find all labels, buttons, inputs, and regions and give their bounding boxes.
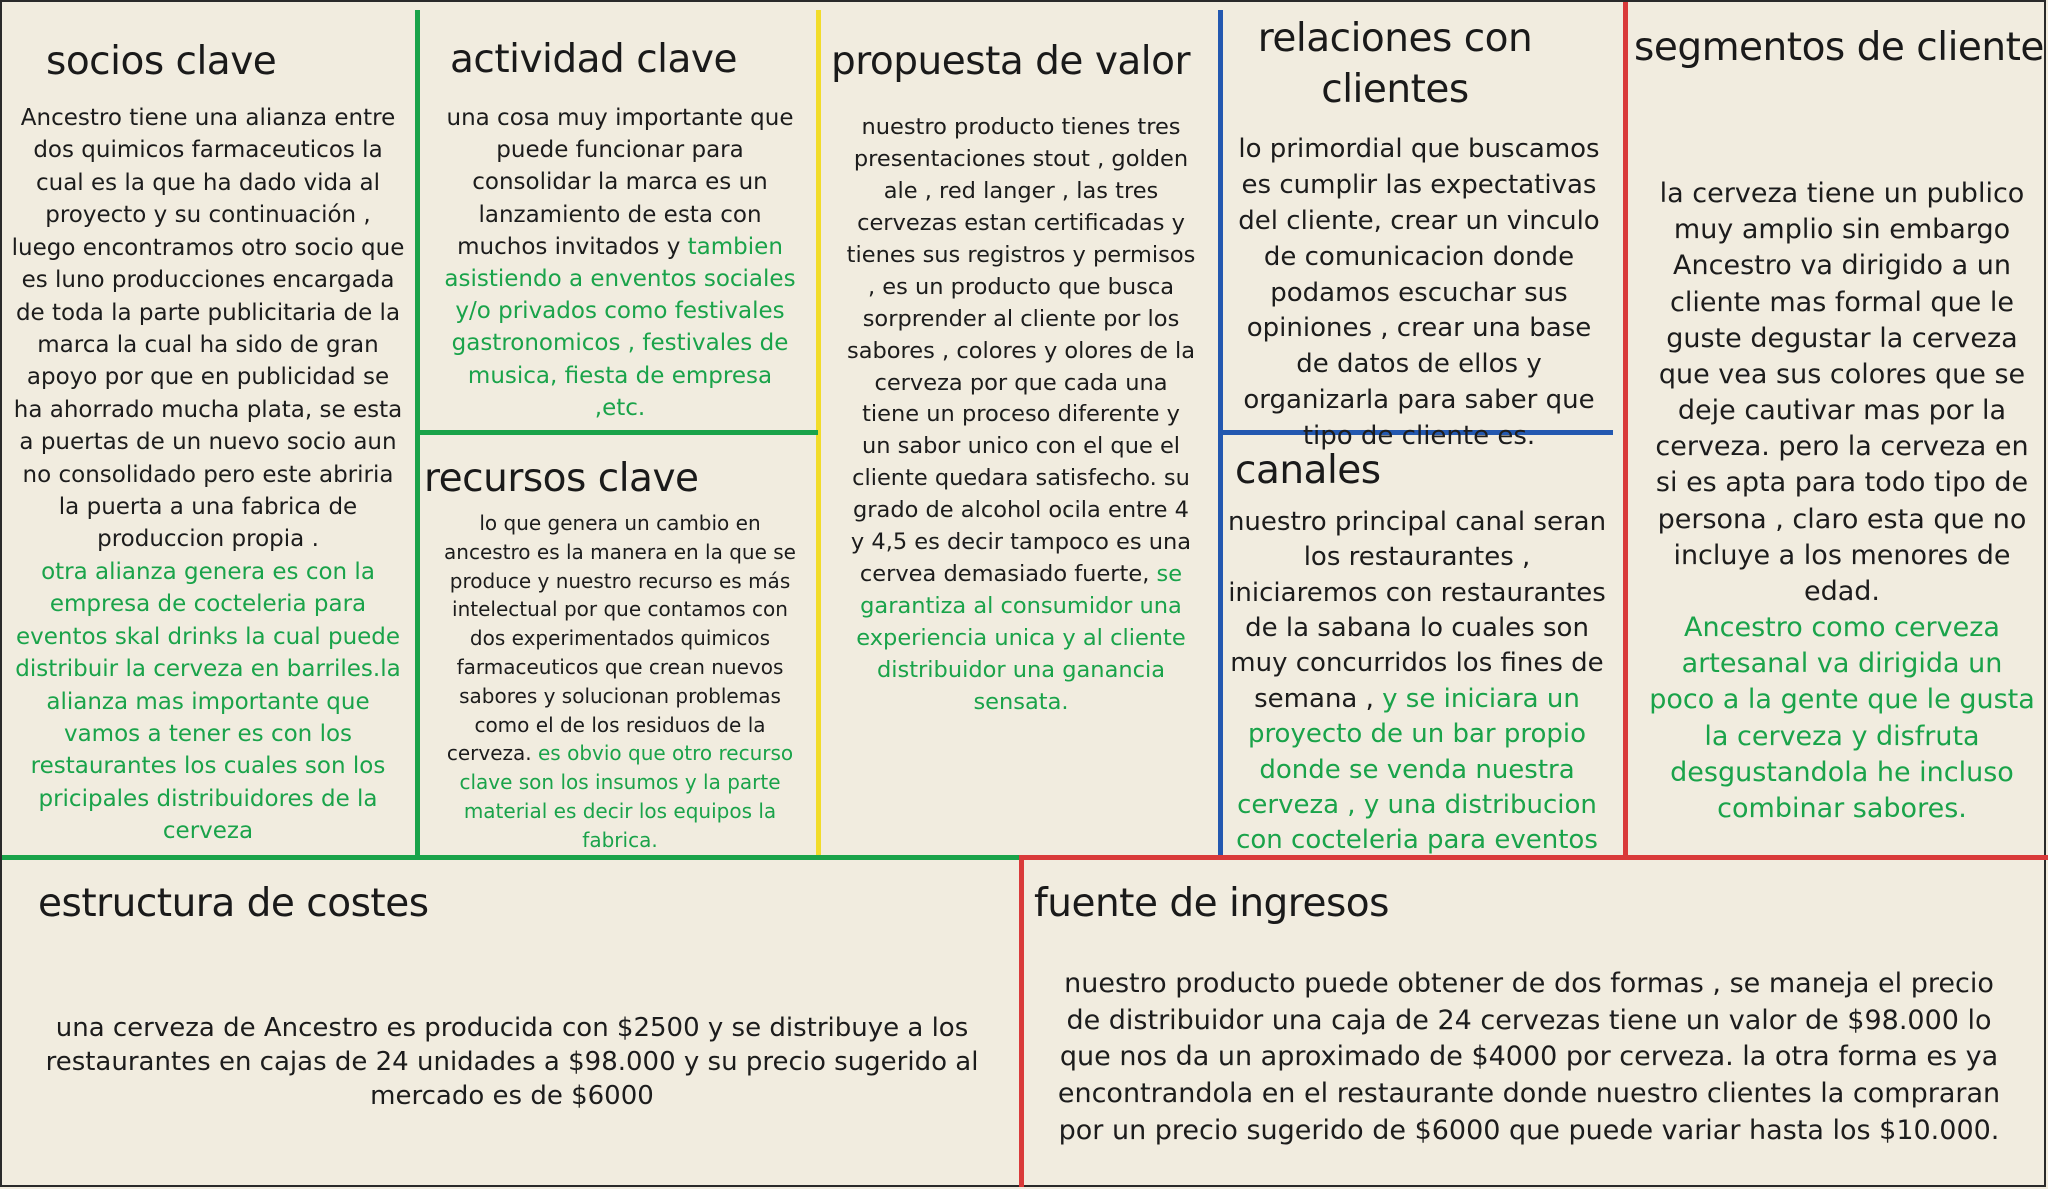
estructura-costes-text: una cerveza de Ancestro es producida con $2500 y se distribuye a los restaurantes en cajas de 24 unidades a $98.000 y su precio sugerido al mercado es de $6000 [45, 1013, 979, 1111]
fuente-ingresos-title: fuente de ingresos [1034, 881, 1389, 926]
segmentos-cliente-title: segmentos de cliente [1634, 25, 2044, 70]
fuente-ingresos-body [1054, 966, 2004, 1150]
canales-body [1227, 505, 1607, 859]
panel-socios-clave [2, 2, 415, 855]
panel-estructura-costes [2, 860, 1019, 1187]
relaciones-clientes-title: relaciones con clientes [1257, 16, 1533, 112]
segmentos-cliente-text-highlight: Ancestro como cerveza artesanal va dirigida un poco a la gente que le gusta la cerveza y disfruta desgustandola he incluso combinar sabores. [1649, 612, 2035, 824]
recursos-clave-title: recursos clave [424, 456, 699, 501]
socios-clave-text-highlight: otra alianza genera es con la empresa de cocteleria para eventos skal drinks la cual puede distribuir la cerveza en barriles.la alianza mas importante que vamos a tener es con los restaurantes los cuales son los pricipales distribuidores de la cerveza [15, 558, 401, 845]
actividad-clave-body [440, 102, 800, 424]
recursos-clave-body [442, 509, 798, 855]
propuesta-valor-text-highlight: se garantiza al consumidor una experiencia unica y al cliente distribuidor una ganancia sensata. [856, 561, 1186, 715]
segmentos-cliente-body [1648, 176, 2036, 827]
socios-clave-title: socios clave [46, 39, 277, 84]
propuesta-valor-text: nuestro producto tienes tres presentaciones stout , golden ale , red langer , las tres cervezas estan certificadas y tienes sus registros y permisos , es un producto que busca sorprender al cliente por los sabores , colores y olores de la cerveza por que cada una tiene un proceso diferente y un sabor unico con el que el cliente quedara satisfecho. su grado de alcohol ocila entre 4 y 4,5 es decir tampoco es una cervea demasiado fuerte, [846, 114, 1196, 588]
actividad-clave-text: una cosa muy importante que puede funcionar para consolidar la marca es un lanzamiento de esta con muchos invitados y [446, 105, 794, 260]
actividad-clave-title: actividad clave [450, 37, 737, 82]
panel-relaciones-clientes [1223, 2, 1613, 451]
canales-title: canales [1235, 448, 1381, 493]
canales-text: nuestro principal canal seran los restaurantes , iniciaremos con restaurantes de la sabana lo cuales son muy concurridos los fines de semana , [1227, 507, 1607, 714]
panel-fuente-ingresos [1024, 860, 2048, 1187]
fuente-ingresos-text: nuestro producto puede obtener de dos formas , se maneja el precio de distribuidor una caja de 24 cervezas tiene un valor de $98.000 lo que nos da un aproximado de $4000 por cerveza. la otra forma es ya encontrandola en el restaurante donde nuestro clientes la compraran por un precio sugerido de $6000 que puede variar hasta los $10.000. [1057, 968, 2001, 1146]
panel-propuesta-valor [821, 2, 1218, 855]
socios-clave-body [10, 102, 406, 848]
propuesta-valor-body [845, 112, 1197, 719]
estructura-costes-body [20, 1012, 1004, 1113]
canales-text-highlight: y se iniciara un proyecto de un bar propio donde se venda nuestra cerveza , y una distribucion con cocteleria para eventos [1236, 683, 1598, 856]
actividad-clave-text-highlight: tambien asistiendo a enventos sociales y/o privados como festivales gastronomicos , festivales de musica, fiesta de empresa ,etc. [444, 233, 796, 421]
panel-canales [1223, 435, 1613, 855]
segmentos-cliente-text: la cerveza tiene un publico muy amplio sin embargo Ancestro va dirigido a un cliente mas formal que le guste degustar la cerveza que vea sus colores que se deje cautivar mas por la cerveza. pero la cerveza en si es apta para todo tipo de persona , claro esta que no incluye a los menores de edad. [1655, 178, 2029, 607]
recursos-clave-text-highlight: es obvio que otro recurso clave son los insumos y la parte material es decir los equipos la fabrica. [459, 741, 794, 852]
recursos-clave-text: lo que genera un cambio en ancestro es la manera en la que se produce y nuestro recurso es más intelectual por que contamos con dos experimentados quimicos farmaceuticos que crean nuevos sabores y solucionan problemas como el de los residuos de la cerveza. [444, 511, 796, 766]
relaciones-clientes-body [1229, 132, 1609, 455]
socios-clave-text: Ancestro tiene una alianza entre dos quimicos farmaceuticos la cual es la que ha dado vida al proyecto y su continuación , luego encontramos otro socio que es luno producciones encargada de toda la parte publicitaria de la marca la cual ha sido de gran apoyo por que en publicidad se ha ahorrado mucha plata, se esta a puertas de un nuevo socio aun no consolidado pero este abriria la puerta a una fabrica de produccion propia . [11, 105, 405, 553]
relaciones-clientes-text: lo primordial que buscamos es cumplir las expectativas del cliente, crear un vinculo de comunicacion donde podamos escuchar sus opiniones , crear una base de datos de ellos y organizarla para saber que tipo de cliente es. [1238, 134, 1600, 451]
panel-actividad-clave [420, 2, 816, 430]
panel-segmentos-cliente [1628, 2, 2048, 855]
panel-recursos-clave [420, 435, 816, 855]
propuesta-valor-title: propuesta de valor [831, 39, 1191, 84]
estructura-costes-title: estructura de costes [38, 881, 429, 926]
